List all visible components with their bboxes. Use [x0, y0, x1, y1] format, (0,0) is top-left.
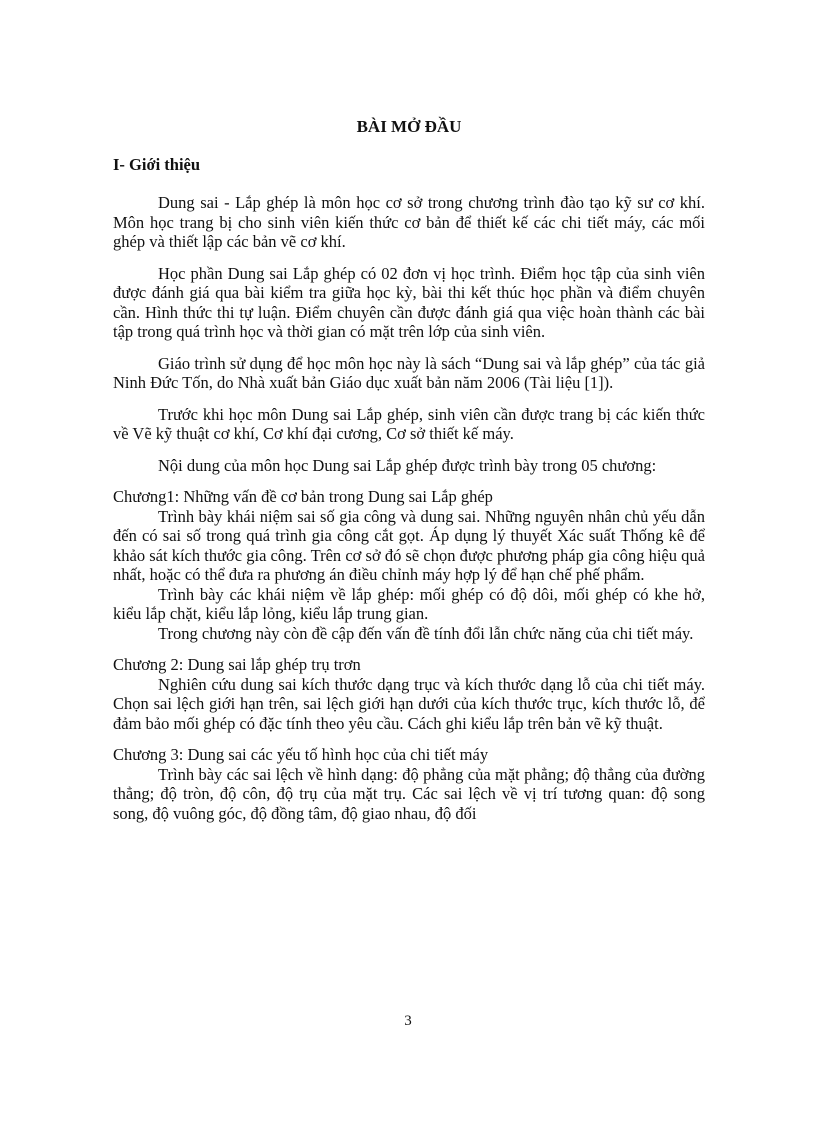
chapter-3-paragraph-1: Trình bày các sai lệch về hình dạng: độ phẳng của mặt phẳng; độ thẳng của đường thẳng; độ tròn, độ côn, độ trụ của mặt trụ. Các sai lệch về vị trí tương quan: độ song song, độ vuông góc, độ đồng tâm, độ giao nhau, độ đối — [113, 764, 705, 823]
chapter-1-title: Chương1: Những vấn đề cơ bản trong Dung sai Lắp ghép — [113, 487, 493, 506]
chapter-2-block — [113, 655, 705, 733]
chapter-1-paragraph-2: Trình bày các khái niệm về lắp ghép: mối ghép có độ dôi, mối ghép có khe hở, kiểu lắp chặt, kiểu lắp lỏng, kiểu lắp trung gian. — [113, 584, 705, 623]
chapter-3-title: Chương 3: Dung sai các yếu tố hình học của chi tiết máy — [113, 745, 489, 764]
chapter-1-paragraph-1: Trình bày khái niệm sai số gia công và dung sai. Những nguyên nhân chủ yếu dẫn đến có sai số trong quá trình gia công cắt gọt. Áp dụng lý thuyết Xác suất Thống kê để khảo sát kích thước gia công. Trên cơ sở đó sẽ chọn được phương pháp gia công hiệu quả nhất, hoặc có thể đưa ra phương án điều chỉnh máy hợp lý để hạn chế phế phẩm. — [113, 506, 705, 584]
chapter-1-paragraph-3: Trong chương này còn đề cập đến vấn đề tính đổi lẫn chức năng của chi tiết máy. — [158, 623, 694, 643]
intro-paragraph-1: Dung sai - Lắp ghép là môn học cơ sở trong chương trình đào tạo kỹ sư cơ khí. Môn học trang bị cho sinh viên kiến thức cơ bản để thiết kế các chi tiết máy, các mối ghép và thiết lập các bản vẽ cơ khí. — [113, 193, 705, 251]
chapter-2-title: Chương 2: Dung sai lắp ghép trụ trơn — [113, 655, 361, 674]
chapter-3-block — [113, 745, 705, 823]
page-number: 3 — [404, 1013, 412, 1029]
page-title: BÀI MỞ ĐẦU — [356, 117, 462, 136]
intro-paragraph-3: Giáo trình sử dụng để học môn học này là sách “Dung sai và lắp ghép” của tác giả Ninh Đức Tốn, do Nhà xuất bản Giáo dục xuất bản năm 2006 (Tài liệu [1]). — [113, 353, 705, 392]
chapter-1-block — [113, 487, 705, 643]
chapter-2-paragraph-1: Nghiên cứu dung sai kích thước dạng trục và kích thước dạng lỗ của chi tiết máy. Chọn sai lệch giới hạn trên, sai lệch giới hạn dưới của kích thước trục, kích thước lỗ, để đảm bảo mối ghép có đặc tính theo yêu cầu. Cách ghi kiểu lắp trên bản vẽ kỹ thuật. — [113, 674, 705, 733]
intro-paragraph-5: Nội dung của môn học Dung sai Lắp ghép được trình bày trong 05 chương: — [158, 455, 657, 475]
intro-paragraph-4: Trước khi học môn Dung sai Lắp ghép, sinh viên cần được trang bị các kiến thức về Vẽ kỹ thuật cơ khí, Cơ khí đại cương, Cơ sở thiết kế máy. — [113, 404, 705, 443]
section-heading: I- Giới thiệu — [113, 154, 201, 174]
document-body — [113, 117, 705, 835]
intro-paragraph-2: Học phần Dung sai Lắp ghép có 02 đơn vị học trình. Điểm học tập của sinh viên được đánh giá qua bài kiểm tra giữa học kỳ, bài thi kết thúc học phần và điểm chuyên cần. Hình thức thi tự luận. Điểm chuyên cần được đánh giá qua việc hoàn thành các bài tập trong quá trình học và thời gian có mặt trên lớp của sinh viên. — [113, 263, 705, 341]
